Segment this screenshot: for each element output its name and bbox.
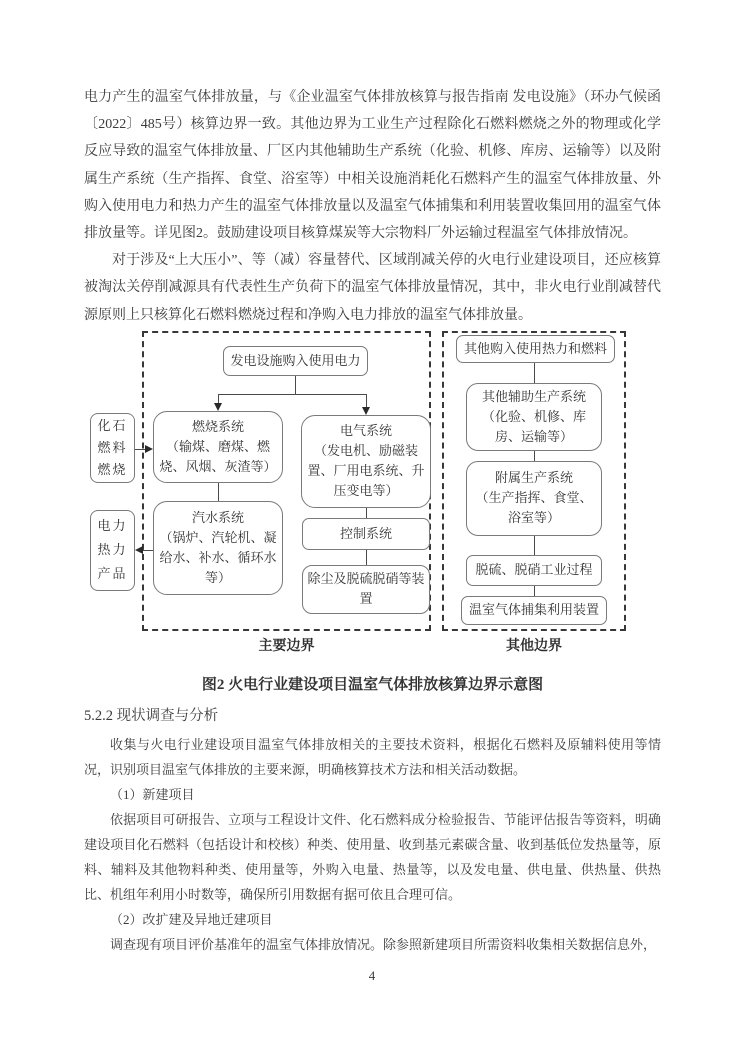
node-label: 电力热力产品 — [97, 518, 128, 582]
node-sublabel: （生产指挥、食堂、浴室等） — [475, 490, 593, 526]
main-boundary-label: 主要边界 — [258, 638, 315, 654]
body-paragraph: 依据项目可研报告、立项与工程设计文件、化石燃料成分检验报告、节能评估报告等资料，明确建设项目化石燃料（包括设计和校核）种类、使用量、收到基元素碳含量、收到基低位发热量等，原料、辅料及其他物料种类、使用量等，外购入电量、热量等，以及发电量、供电量、供热量、供热比、机组年利用小时数等，确保所引用数据有据可依且合理可信。 — [84, 811, 661, 902]
connector-line — [366, 394, 367, 408]
connector-line — [218, 394, 367, 395]
connector-line — [534, 536, 535, 555]
node-attached-production-system — [466, 461, 602, 536]
node-fossil-fuel-combustion — [90, 413, 135, 483]
connector-arrow-down — [362, 407, 370, 415]
node-label: 其他辅助生产系统 — [481, 388, 586, 404]
node-other-purchased-heat-fuel — [456, 335, 615, 363]
body-paragraph: 对于涉及“上大压小”、等（减）容量替代、区域削减关停的火电行业建设项目，还应核算被淘汰关停削减源具有代表性生产负荷下的温室气体排放量情况，其中，非火电行业削减替代源原则上只核算化石燃料燃烧过程和净购入电力排放的温室气体排放量。 — [84, 253, 661, 323]
list-item-heading: （1）新建项目 — [110, 786, 195, 802]
node-label: 除尘及脱硫脱硝等装置 — [307, 571, 425, 607]
node-other-auxiliary-system — [466, 383, 602, 451]
body-paragraph: 调查现有项目评价基准年的温室气体排放情况。除参照新建项目所需资料收集相关数据信息外， — [110, 936, 657, 952]
connector-arrow-right — [145, 445, 153, 453]
connector-line — [143, 550, 153, 551]
node-label: 发电设施购入使用电力 — [230, 352, 361, 368]
connector-arrow-left — [135, 546, 143, 554]
section-heading: 5.2.2 现状调查与分析 — [84, 707, 219, 724]
node-control-system — [302, 518, 430, 550]
connector-line — [366, 508, 367, 518]
node-label: 燃烧系统 — [191, 418, 244, 434]
node-sublabel: （化验、机修、库房、运输等） — [481, 408, 586, 444]
list-item-heading: （2）改扩建及异地迁建项目 — [110, 911, 273, 927]
figure-caption: 图2 火电行业建设项目温室气体排放核算边界示意图 — [201, 676, 544, 693]
connector-line — [366, 550, 367, 565]
node-electrical-system — [301, 415, 431, 508]
bottom-text-block — [84, 732, 661, 957]
node-label: 附属生产系统 — [494, 470, 573, 486]
page-number: 4 — [368, 968, 376, 983]
connector-arrow-down — [214, 403, 222, 411]
node-gen-purchased-power — [223, 346, 368, 376]
other-boundary-label: 其他边界 — [506, 638, 562, 654]
connector-line — [534, 451, 535, 461]
connector-line — [534, 363, 535, 383]
connector-line — [295, 376, 296, 394]
node-label: 电气系统 — [339, 423, 392, 439]
node-label: 汽水系统 — [191, 509, 244, 525]
node-sublabel: （锅炉、汽轮机、凝给水、补水、循环水等） — [159, 529, 277, 585]
node-label: 化石燃料燃烧 — [97, 417, 128, 477]
node-ghg-capture-device — [461, 596, 607, 625]
node-label: 温室气体捕集利用装置 — [468, 602, 599, 618]
node-combustion-system — [153, 411, 283, 483]
node-dedusting-desulfurization-device — [302, 565, 430, 614]
node-sublabel: （发电机、励磁装置、厂用电系统、升压变电等） — [307, 443, 425, 499]
node-label: 其他购入使用热力和燃料 — [463, 340, 607, 356]
node-power-heat-product — [90, 510, 135, 591]
connector-line — [218, 483, 219, 501]
page-content — [84, 84, 661, 957]
figure2-diagram — [88, 329, 640, 661]
node-label: 控制系统 — [339, 525, 392, 541]
connector-line — [534, 586, 535, 596]
body-paragraph-continuation: 电力产生的温室气体排放量，与《企业温室气体排放核算与报告指南 发电设施》（环办气候函〔2022〕485号）核算边界一致。其他边界为工业生产过程除化石燃料燃烧之外的物理或化学反应导致的温室气体排放量、厂区内其他辅助生产系统（化验、机修、库房、运输等）以及附属生产系统（生产指挥、食堂、浴室等）中相关设施消耗化石燃料产生的温室气体排放量、外购入使用电力和热力产生的温室气体排放量以及温室气体捕集和利用装置收集回用的温室气体排放量等。详见图2。鼓励建设项目核算煤炭等大宗物料厂外运输过程温室气体排放情况。 — [84, 90, 661, 242]
node-desulf-denit-process — [466, 555, 602, 586]
node-steam-water-system — [153, 501, 283, 595]
body-paragraph: 收集与火电行业建设项目温室气体排放相关的主要技术资料，根据化石燃料及原辅料使用等情况，识别项目温室气体排放的主要来源，明确核算技术方法和相关活动数据。 — [84, 736, 661, 777]
node-label: 脱硫、脱硝工业过程 — [475, 562, 593, 578]
node-sublabel: （输煤、磨煤、燃烧、风烟、灰渣等） — [159, 438, 277, 474]
